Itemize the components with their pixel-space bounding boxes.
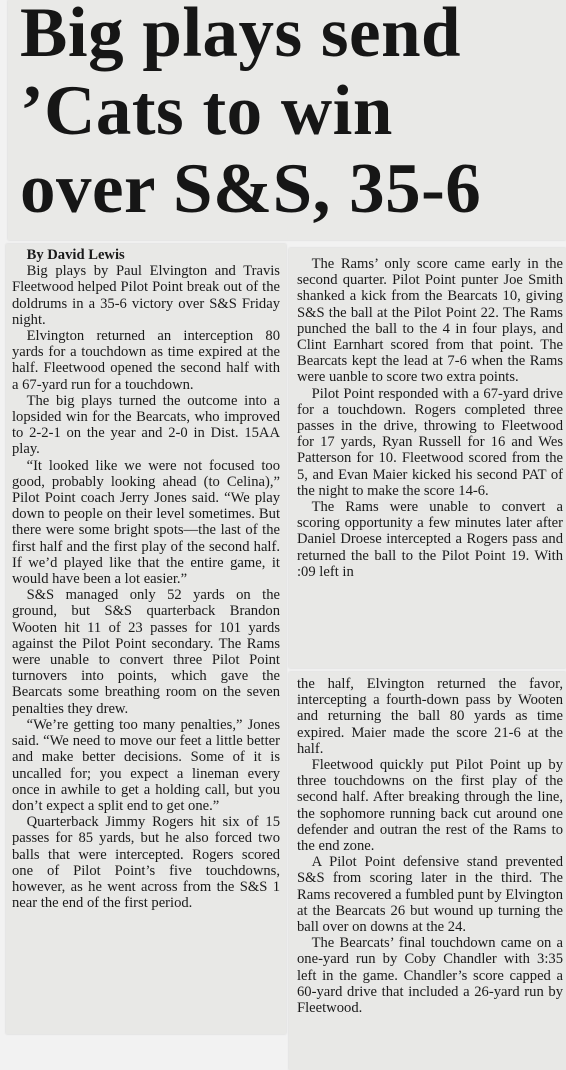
paragraph: The Rams were unable to convert a scoring opportunity a few minutes later after Daniel Droese intercepted a Rogers pass and returned the ball to the Pilot Point 19. With :09 left in [297,499,563,580]
paragraph: Elvington returned an interception 80 yards for a touchdown as time expired at the half. Fleetwood opened the second half with a 67-yard run for a touchdown. [12,328,280,393]
article-column-right-top [289,248,566,668]
headline-line-1: Big plays send [20,0,462,72]
paragraph: Quarterback Jimmy Rogers hit six of 15 passes for 85 yards, but he also forced two balls that were intercepted. Rogers scored one of Pilot Point’s five touchdowns, however, as he went across from the S&S 1 near the end of the first period. [12,814,280,912]
paragraph: “It looked like we were not focused too good, probably looking ahead (to Celina),” Pilot Point coach Jerry Jones said. “We play down to people on their level sometimes. But there were some bright spots—the last of the first half and the first play of the second half. If we’d played like that the entire game, it would have been a lot easier.” [12,457,280,588]
paragraph: Big plays by Paul Elvington and Travis Fleetwood helped Pilot Point break out of the doldrums in a 35-6 victory over S&S Friday night. [12,263,280,328]
paragraph: Fleetwood quickly put Pilot Point up by three touchdowns on the first play of the second half. After breaking through the line, the sophomore running back cut around one defender and outran the rest of the Rams to the end zone. [297,757,563,855]
paragraph: S&S managed only 52 yards on the ground, but S&S quarterback Brandon Wooten hit 11 of 23 passes for 101 yards against the Pilot Point secondary. The Rams were unable to convert three Pilot Point turnovers into points, which gave the Bearcats some breathing room on the seven penalties they drew. [12,587,280,717]
paragraph: “We’re getting too many penalties,” Jones said. “We need to move our feet a little better and make better decisions. Some of it is uncalled for; you expect a lineman every once in awhile to get a holding call, but you don’t expect a split end to get one.” [12,716,280,814]
paragraph: A Pilot Point defensive stand prevented S&S from scoring later in the third. The Rams recovered a fumbled punt by Elvington at the Bearcats 26 but wound up turning the ball over on downs at the 24. [297,854,563,936]
paragraph: The big plays turned the outcome into a lopsided win for the Bearcats, who improved to 2-2-1 on the year and 2-0 in Dist. 15AA play. [12,392,280,458]
paragraph: The Bearcats’ final touchdown came on a one-yard run by Coby Chandler with 3:35 left in the game. Chandler’s score capped a 60-yard drive that included a 26-yard run by Fleetwood. [297,935,563,1017]
byline: By David Lewis [26,247,125,263]
headline-line-3: over S&S, 35-6 [20,150,482,228]
article-column-right-bottom [289,672,566,1070]
headline [20,0,481,228]
article-column-left [6,244,286,1034]
headline-line-2: ’Cats to win [20,72,393,150]
headline-clipping [8,0,566,240]
paragraph: The Rams’ only score came early in the second quarter. Pilot Point punter Joe Smith shanked a kick from the Bearcats 10, giving S&S the ball at the Pilot Point 22. The Rams punched the ball to the 4 in four plays, and Clint Earnhart scored from that point. The Bearcats kept the lead at 7-6 when the Rams were uanble to score two extra points. [297,256,563,386]
paragraph: Pilot Point responded with a 67-yard drive for a touchdown. Rogers completed three passes in the drive, throwing to Fleetwood for 17 yards, Ryan Russell for 16 and Wes Patterson for 10. Fleetwood scored from the 5, and Evan Maier kicked his second PAT of the night to make the score 14-6. [297,385,563,499]
paragraph: the half, Elvington returned the favor, intercepting a fourth-down pass by Wooten and returning the ball 80 yards as time expired. Maier made the score 21-6 at the half. [297,676,563,757]
